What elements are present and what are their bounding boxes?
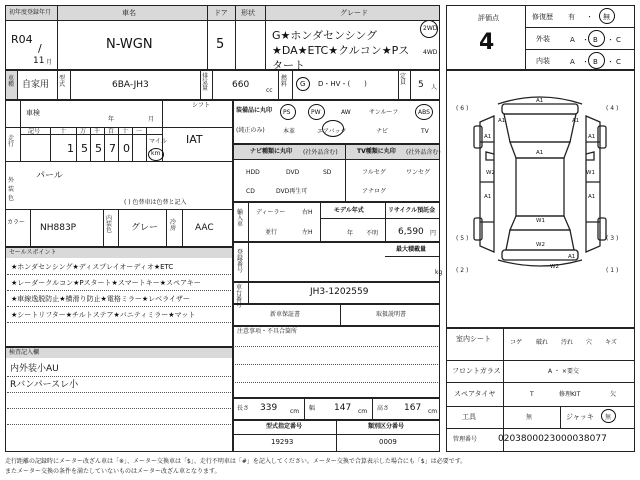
footer-line-1: 走行距離の記録時にメーター改ざん車は「※」、メーター交換車は「$」、走行不明車は「#」を記入してください。メーター交換で合算表示した場合にも「$」は必要です。 bbox=[5, 458, 467, 465]
repair-opt-yes: 有 bbox=[568, 13, 575, 21]
score-label: 評価点 bbox=[478, 14, 499, 22]
sales-point-line-4: ★シートリフター★チルトステア★バニティミラー★マット bbox=[11, 311, 196, 319]
import-right: 右H bbox=[302, 209, 313, 216]
reg-year-value: R04 bbox=[11, 33, 33, 46]
interior-sheet-label: 室内シート bbox=[456, 335, 491, 343]
sales-point-line-3: ★車線逸脱防止★横滑り防止★電格ミラー★レベライザー bbox=[11, 295, 190, 303]
ac-label: 冷房 bbox=[170, 219, 177, 232]
exterior-c: C bbox=[616, 36, 621, 44]
equip-navi: ナビ bbox=[376, 128, 389, 135]
sheet-hole: 穴 bbox=[586, 339, 593, 346]
width-unit: cm bbox=[358, 408, 368, 415]
damage-mark: A1 bbox=[536, 150, 544, 156]
interior-color-value: グレー bbox=[131, 223, 159, 233]
recycle-value: 6,590 bbox=[398, 227, 424, 237]
exterior-a: A bbox=[570, 36, 575, 44]
interior-sep1: ・ bbox=[582, 58, 589, 66]
tv-fullseg: フルセグ bbox=[362, 169, 386, 176]
exterior-label: 外装 bbox=[536, 35, 550, 43]
car-diagram bbox=[450, 82, 630, 276]
interior-label: 内装 bbox=[536, 57, 550, 65]
notes-block bbox=[233, 326, 440, 398]
management-value: 0203800023000038077 bbox=[498, 434, 607, 444]
mileage-digit-3: 7 bbox=[109, 142, 116, 155]
mileage-sub-6: 一 bbox=[136, 128, 143, 135]
inspector-label: 検査記入欄 bbox=[9, 349, 40, 356]
spare-repair-kit: 修理KIT bbox=[559, 391, 581, 398]
damage-mark: A1 bbox=[588, 194, 596, 200]
color-label: 外装色 bbox=[8, 177, 15, 202]
reg-month-value: 11 bbox=[33, 56, 45, 66]
cap-value: 5 bbox=[418, 80, 424, 90]
exterior-sep2: ・ bbox=[607, 36, 614, 44]
front-glass-label: フロントガラス bbox=[452, 367, 501, 375]
navi-dvd: DVD bbox=[286, 169, 300, 176]
interior-color-label: 内装色 bbox=[106, 215, 113, 234]
damage-mark: A1 bbox=[572, 118, 580, 124]
inspector-block bbox=[5, 347, 233, 452]
diagram-bracket-tl: ( 6 ) bbox=[456, 105, 469, 112]
chassis-value: JH3-1202559 bbox=[310, 287, 369, 297]
damage-mark: A1 bbox=[588, 134, 596, 140]
model-year-unit: 年 bbox=[347, 230, 354, 237]
damage-mark: W1 bbox=[536, 218, 545, 224]
equipment-sub: (純正のみ) bbox=[236, 127, 265, 134]
diagram-bracket-bl: ( 5 ) bbox=[456, 235, 469, 242]
sales-point-label: セールスポイント bbox=[9, 249, 57, 256]
use-label: 車種 bbox=[8, 75, 15, 88]
damage-mark: W2 bbox=[486, 170, 495, 176]
sheet-burn: コゲ bbox=[510, 339, 523, 346]
tv-oneseg: ワンセグ bbox=[406, 169, 431, 176]
mileage-digit-2: 5 bbox=[95, 142, 102, 155]
length-value: 339 bbox=[260, 403, 278, 413]
inspection-month-unit: 月 bbox=[148, 116, 155, 123]
mileage-sub-0: 記号 bbox=[28, 128, 41, 135]
import-parallel: 並行 bbox=[265, 229, 278, 236]
grade-label: グレード bbox=[340, 9, 368, 17]
width-value: 147 bbox=[334, 403, 352, 413]
new-car-warranty: 新車保証書 bbox=[270, 311, 301, 318]
spare-tire-label: スペアタイヤ bbox=[454, 390, 496, 398]
interior-c: C bbox=[616, 58, 621, 66]
sales-point-line-1: ★ホンダセンシング★ディスプレイオーディオ★ETC bbox=[11, 263, 174, 271]
doors-value: 5 bbox=[216, 37, 225, 52]
damage-mark: W2 bbox=[536, 242, 545, 248]
tv-label: TV種類に丸印 bbox=[357, 148, 396, 155]
import-left: 左H bbox=[302, 229, 313, 236]
color-code-label: カラー bbox=[7, 219, 26, 226]
notes-label: 注意事項・不具合箇所 bbox=[237, 328, 298, 335]
repair-label: 修復歴 bbox=[532, 13, 553, 21]
inspector-line-1: 内外装小AU bbox=[10, 364, 59, 374]
mileage-sub-1: 十 bbox=[60, 128, 67, 135]
damage-mark: W2 bbox=[550, 264, 559, 270]
equip-pw: PW bbox=[311, 109, 321, 116]
damage-mark: A1 bbox=[484, 194, 492, 200]
cap-label: 定員 bbox=[400, 73, 407, 86]
manual: 取扱説明書 bbox=[376, 311, 407, 318]
interior-a: A bbox=[570, 58, 575, 66]
exterior-sep1: ・ bbox=[582, 36, 589, 44]
damage-mark: W1 bbox=[586, 170, 595, 176]
equip-abs: ABS bbox=[418, 109, 430, 116]
equip-airbag: エアバック bbox=[317, 128, 347, 135]
type-label: 型式指定番号 bbox=[266, 423, 303, 430]
shape-label: 形状 bbox=[241, 9, 255, 17]
disp-value: 660 bbox=[232, 80, 250, 90]
fuel-label: 燃料 bbox=[281, 75, 288, 88]
jack-label: ジャッキ bbox=[566, 413, 594, 421]
chassis-label: 車台番号 bbox=[236, 284, 243, 309]
model-value: 6BA-JH3 bbox=[112, 80, 149, 90]
diagram-bracket-tr: ( 4 ) bbox=[606, 105, 619, 112]
length-label: 長さ bbox=[237, 405, 250, 412]
equipment-label: 装備品に丸印 bbox=[236, 107, 273, 114]
navi-sd: SD bbox=[323, 169, 332, 176]
class-label: 類別区分番号 bbox=[368, 423, 405, 430]
spare-t: T bbox=[530, 391, 534, 398]
disp-label: 排気量 bbox=[202, 73, 209, 92]
warranty-block bbox=[233, 304, 440, 326]
disp-unit: cc bbox=[266, 87, 273, 94]
reg-month-unit: 月 bbox=[46, 59, 53, 66]
spare-missing: 欠 bbox=[610, 391, 617, 398]
fuel-value: G bbox=[300, 80, 306, 88]
tv-analog: アナログ bbox=[362, 188, 387, 195]
reg-month-sep: / bbox=[38, 42, 42, 55]
height-label: 高さ bbox=[377, 405, 390, 412]
front-glass-value: A ・ ×要交 bbox=[548, 368, 579, 375]
load-unit: kg bbox=[435, 269, 443, 276]
tools-label: 工具 bbox=[462, 413, 476, 421]
navi-cd: CD bbox=[246, 188, 255, 195]
footer-line-2: またメーター交換の条件を満たしていないものはメーター改ざん車となります。 bbox=[5, 468, 221, 475]
diagram-bracket-b1: ( 2 ) bbox=[456, 267, 469, 274]
shift-label: シフト bbox=[192, 102, 211, 109]
damage-mark: A1 bbox=[536, 98, 544, 104]
km-label: km bbox=[151, 150, 161, 157]
import-label: 輸入車 bbox=[237, 209, 244, 228]
recycle-label: リサイクル預託金 bbox=[388, 207, 436, 214]
mileage-sub-2: 万 bbox=[80, 128, 87, 135]
tools-value: 無 bbox=[526, 414, 533, 421]
jack-value: 無 bbox=[605, 414, 612, 421]
mileage-sub-5: 十 bbox=[122, 128, 129, 135]
interior-b: B bbox=[593, 58, 598, 66]
inspector-line-2: Rバンパースレ小 bbox=[10, 380, 79, 390]
grade-value: G★ホンダセンシング★DA★ETC★クルコン★Pスタート bbox=[272, 29, 410, 72]
management-label: 管理番号 bbox=[453, 436, 478, 443]
length-unit: cm bbox=[290, 408, 300, 415]
fuel-options: D・HV・( ) bbox=[318, 80, 367, 88]
drive-4wd: 4WD bbox=[423, 49, 438, 56]
color-code-value: NH883P bbox=[40, 223, 77, 233]
mileage-sub-3: 千 bbox=[94, 128, 101, 135]
type-value: 19293 bbox=[271, 438, 294, 446]
sheet-dirt: 汚れ bbox=[561, 339, 574, 346]
inspection-label: 車検 bbox=[26, 109, 40, 117]
repair-opt-sep: ・ bbox=[586, 13, 593, 21]
mileage-digit-4: 0 bbox=[123, 142, 130, 155]
ac-value: AAC bbox=[195, 223, 214, 233]
damage-mark: A1 bbox=[568, 254, 576, 260]
damage-mark: A1 bbox=[484, 134, 492, 140]
class-value: 0009 bbox=[379, 438, 397, 446]
interior-sep2: ・ bbox=[607, 58, 614, 66]
height-value: 167 bbox=[404, 403, 422, 413]
import-dealer: ディーラー bbox=[256, 209, 286, 216]
navi-hdd: HDD bbox=[246, 169, 260, 176]
reg-no-label: 登録番号 bbox=[237, 249, 244, 274]
mileage-digit-0: 1 bbox=[67, 142, 74, 155]
model-year-label: モデル年式 bbox=[334, 207, 364, 214]
mileage-sub-4: 百 bbox=[108, 128, 115, 135]
sheet-tear: 破れ bbox=[536, 339, 549, 346]
use-value: 自家用 bbox=[22, 80, 50, 90]
tv-sub: (社外品含む) bbox=[406, 149, 441, 156]
height-unit: cm bbox=[428, 408, 438, 415]
navi-sub: (社外品含む) bbox=[303, 149, 338, 156]
equip-ps: PS bbox=[283, 109, 291, 116]
equip-tv: TV bbox=[421, 128, 429, 135]
mile-label: マイル bbox=[149, 138, 167, 145]
cap-unit: 人 bbox=[431, 84, 438, 91]
color-note: ( ) 色替車は色替と記入 bbox=[124, 199, 187, 206]
shift-value: IAT bbox=[186, 133, 203, 146]
score-value: 4 bbox=[479, 30, 495, 55]
model-year-unknown: 不明 bbox=[366, 230, 379, 237]
car-name-label: 車名 bbox=[122, 9, 136, 17]
model-label: 型式 bbox=[59, 75, 66, 88]
diagram-bracket-br: ( 3 ) bbox=[606, 235, 619, 242]
reg-year-label: 初年度登録年月 bbox=[9, 9, 52, 16]
width-label: 幅 bbox=[309, 405, 316, 412]
door-label: ドア bbox=[214, 9, 228, 17]
exterior-b: B bbox=[593, 36, 598, 44]
recycle-unit: 円 bbox=[430, 230, 437, 237]
equip-leather: 本革 bbox=[283, 128, 296, 135]
navi-label: ナビ種類に丸印 bbox=[250, 148, 293, 155]
car-name-value: N-WGN bbox=[106, 37, 153, 52]
sheet-scratch: キズ bbox=[605, 339, 617, 346]
mileage-label: 走行 bbox=[8, 135, 15, 148]
sales-point-line-2: ★レーダークルコン★Pスタート★スマートキー★スペアキー bbox=[11, 279, 201, 287]
damage-mark: A1 bbox=[498, 118, 506, 124]
equip-aw: AW bbox=[341, 109, 351, 116]
load-label: 最大積載量 bbox=[396, 246, 427, 253]
color-value: パール bbox=[36, 171, 63, 181]
navi-dvd-play: DVD再生可 bbox=[276, 188, 308, 195]
repair-opt-no: 無 bbox=[603, 13, 610, 21]
mileage-digit-1: 5 bbox=[81, 142, 88, 155]
equip-sunroof: サンルーフ bbox=[369, 109, 399, 116]
diagram-bracket-b2: ( 1 ) bbox=[606, 267, 619, 274]
drive-2wd: 2WD bbox=[423, 25, 438, 32]
inspection-year-unit: 年 bbox=[108, 116, 115, 123]
